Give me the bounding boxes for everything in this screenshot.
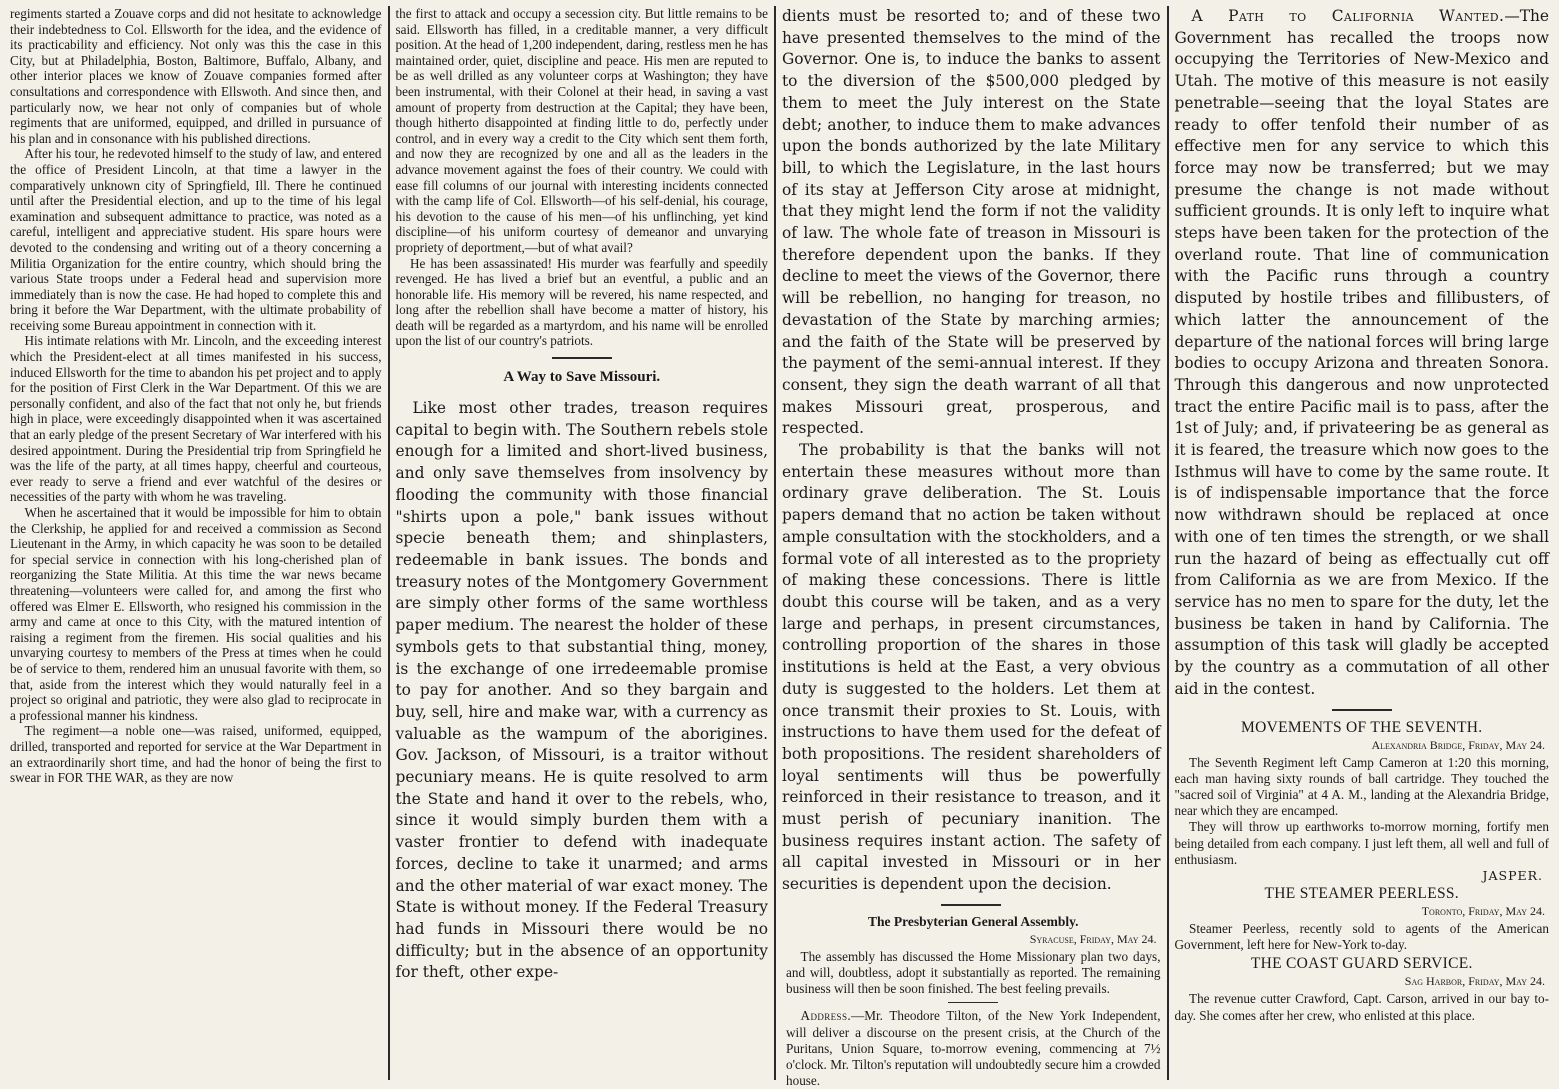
peerless-text: Steamer Peerless, recently sold to agents of the American Government, left here for New-York to-day. [1174, 920, 1549, 953]
seventh-paragraph: They will throw up earthworks to-morrow morning, fortify men being detailed from each company. I just left them, all well and full of enthusiasm. [1174, 819, 1549, 867]
assembly-dateline: Syracuse, Friday, May 24. [1029, 931, 1157, 946]
coast-dateline: Sag Harbor, Friday, May 24. [1404, 974, 1545, 989]
article-paragraph: His intimate relations with Mr. Lincoln, and the exceeding interest which the President-elect at all times manifested in his success, induced Ellsworth for the time to abandon his pet project and to apply for the position of First Clerk in the War Department. Of this we are personally confident, and also of the fact that not only he, but friends high in place, were exceedingly disappointed when it was ascertained that an early pledge of the present Secretary of War interfered with his desired appointment. During the Presidential trip from Springfield he was the life of the party, at all times happy, cheerful and courteous, ever ready to serve a friend and ever watchful of the desires or necessities of the party with whom he was traveling. [10, 333, 382, 505]
peerless-dateline: Toronto, Friday, May 24. [1421, 903, 1545, 918]
assembly-heading: The Presbyterian General Assembly. [868, 913, 1079, 929]
article-paragraph: the first to attack and occupy a secession city. But little remains to be said. Ellsworth has filled, in a creditable manner, a very difficult position. At the head of 1,200 independent, daring, restless men he has maintained order, quiet, discipline and peace. His men are reputed to be as well drilled as any volunteer corps at Washington; they have been instrumental, with their Colonel at their head, in saving a vast amount of property from destruction at the Capital; they have been, though hitherto disappointed at finding little to do, perfectly under control, and in every way a credit to the City which sent them forth, and now they are recognized by one and all as the leaders in the advance movement against the foes of their country. We could with ease fill columns of our journal with interesting incidents connected with the camp life of Col. Ellsworth—of his self-denial, his courage, his devotion to the cause of his men—of his unflinching, yet kind discipline—of his uniform courtesy of demeanor and unvarying propriety of deportment,—but of what avail? [395, 6, 768, 255]
article-paragraph: The probability is that the banks will not entertain these measures without more than ordinary grave deliberation. The St. Louis papers demand that no action be taken without ample consultation with the stockholders, and a formal vote of all interested as to the propriety of making these concessions. There is little doubt this course will be taken, and as a very large and perhaps, in present circumstances, controlling proportion of the shares in those institutions is held at the East, a very obvious duty is suggested to the holders. Let them at once transmit their proxies to St. Louis, with instructions to have them used for the defeat of both propositions. The resident shareholders of loyal sentiments will thus be powerfully reinforced in their resistance to treason, and it must perish of pecuniary inanition. The business requires instant action. The safety of all capital invested in Missouri or in her securities is dependent upon the decision. [782, 441, 1161, 894]
address-text: —Mr. Theodore Tilton, of the New York Independent, will deliver a discourse on the present crisis, at the Church of the Puritans, Union Square, to-morrow evening, commencing at 7½ o'clock. Mr. Tilton's reputation will undoubtedly secure him a crowded house. [786, 1008, 1161, 1089]
column-2 [390, 6, 775, 1080]
seventh-paragraph: The Seventh Regiment left Camp Cameron at 1:20 this morning, each man having sixty rounds of ball cartridge. They touched the "sacred soil of Virginia" at 4 A. M., landing at the Alexandria Bridge, near which they are encamped. [1174, 754, 1549, 819]
coast-heading: THE COAST GUARD SERVICE. [1250, 955, 1473, 973]
column-3 [776, 6, 1167, 1089]
path-text: —The Government has recalled the troops now occupying the Territories of New-Mexico and Utah. The motive of this measure is not easily penetrable—seeing that the loyal States are ready to offer tenfold their number of as effective men for any service to which this force may now be transferred; but we may presume the change is not made without sufficient grounds. It is only left to inquire what steps have been taken for the protection of the overland route. That line of communication with the Pacific runs through a country disputed by hostile tribes and fillibusters, of which latter the announcement of the departure of the national forces will bring large bodies to occupy Arizona and threaten Sonora. Through this dangerous and now unprotected tract the entire Pacific mail is to pass, after the 1st of July; and, if privateering be as general as it is feared, the treasure which now goes to the Isthmus will have to come by the same route. It is of indispensable importance that the force now withdrawn should be replaced at once with one of ten times the strength, or we shall run the hazard of being as effectually cut off from California as we are from Mexico. If the service has no men to spare for the duty, let the business be taken in hand by California. The assumption of this task will gladly be accepted by the country as a commutation of all other aid in the contest. [1174, 7, 1549, 698]
address-leadin: Address. [800, 1008, 852, 1024]
seventh-signature: JASPER. [1482, 867, 1543, 883]
peerless-heading: THE STEAMER PEERLESS. [1264, 884, 1459, 902]
article-paragraph: He has been assassinated! His murder was fearfully and speedily revenged. He has lived a brief but an eventful, a public and an honorable life. His memory will be revered, his name respected, and long after the rebellion shall have become a matter of history, his death will be regarded as a martyrdom, and his name will be enrolled upon the list of our country's patriots. [395, 255, 768, 349]
section-divider [1332, 709, 1392, 711]
article-paragraph: regiments started a Zouave corps and did not hesitate to acknowledge their indebtedness to Col. Ellsworth for the idea, and the evidence of its practicability and efficiency. Not only was this the case in this City, but at Philadelphia, Boston, Baltimore, Buffalo, Albany, and other interior places we know of Zouave companies formed after consultations and correspondence with Ellswoth. And since then, and particularly now, we hear not only of companies but of whole regiments that are uniformed, equipped, and drilled in pursuance of his plan and in consonance with his published directions. [10, 6, 382, 146]
section-divider [552, 357, 612, 359]
section-divider [941, 904, 1001, 906]
path-leadin: A Path to California Wanted. [1191, 7, 1505, 25]
address-paragraph [786, 1008, 1161, 1089]
seventh-dateline: Alexandria Bridge, Friday, May 24. [1371, 737, 1545, 752]
column-1 [4, 6, 388, 1080]
coast-text: The revenue cutter Crawford, Capt. Carson, arrived in our bay to-day. She comes after her crew, who enlisted at this place. [1174, 991, 1549, 1023]
seventh-heading: MOVEMENTS OF THE SEVENTH. [1241, 718, 1483, 736]
article-paragraph: Like most other trades, treason requires capital to begin with. The Southern rebels stole enough for a limited and short-lived business, and only save themselves from insolvency by flooding the community with those financial "shirts upon a pole," bank issues without specie beneath them; and shinplasters, redeemable in bank issues. The bonds and treasury notes of the Montgomery Government are simply other forms of the same worthless paper medium. The nearest the holder of these symbols gets to that substantial thing, money, is the exchange of one irredeemable promise to pay for another. And so they bargain and buy, sell, hire and make war, with a currency as valuable as the wampum of the aborigines. Gov. Jackson, of Missouri, is a traitor without pecuniary means. He is quite resolved to arm the State and hand it over to the rebels, who, since it would simply burden them with a vaster frontier to defend with inadequate forces, decline to take it unarmed; and arms and the other material of war exact money. The State is without money. If the Federal Treasury had funds in Missouri there would be no difficulty; but in the absence of an opportunity for theft, other expe- [395, 399, 768, 982]
article-paragraph: dients must be resorted to; and of these two have presented themselves to the mind of the Governor. One is, to induce the banks to assent to the diversion of the $500,000 pledged by them to meet the July interest on the State debt; another, to induce them to make advances upon the bonds authorized by the late Military bill, to which the Legislature, in the last hours of its stay at Jefferson City arose at midnight, that they might lend the form if not the validity of law. The whole fate of treason in Missouri is therefore dependent upon the banks. If they decline to meet the views of the Governor, there will be rebellion, no hanging for treason, no devastation of the State by marching armies; and the faith of the State will be preserved by the payment of the semi-annual interest. If they consent, they sign the death warrant of all that makes Missouri great, prosperous, and respected. [782, 7, 1161, 438]
article-paragraph: After his tour, he redevoted himself to the study of law, and entered the office of President Lincoln, at that time a lawyer in the comparatively unknown city of Springfield, Ill. There he continued until after the Presidential election, and up to the time of his legal examination and subsequent admittance to practice, was noted as a careful, intelligent and appreciative student. His spare hours were devoted to the condensing and writing out of a theory concerning a Militia Organization for the entire country, which should bring the various State troops under a Federal head and supervision more immediately than is now the case. He had hoped to complete this and bring it before the War Department, with the ultimate probability of receiving some Bureau appointment in connection with it. [10, 146, 382, 333]
article-heading: A Way to Save Missouri. [503, 369, 661, 386]
path-paragraph [1175, 6, 1550, 701]
column-4 [1169, 6, 1556, 1080]
article-paragraph: When he ascertained that it would be impossible for him to obtain the Clerkship, he applied for and received a commission as Second Lieutenant in the Army, in which capacity he was soon to be detailed for special service in connection with his long-cherished plan of reorganizing the State Militia. At this time the war news became threatening—volunteers were called for, and among the first who offered was Elmer E. Ellsworth, who resigned his commission in the army and came at once to this City, with the matured intention of raising a regiment from the firemen. His social qualities and his unvarying courtesy to members of the Press at times when he could be of service to them, rendered him an unusual favorite with them, so that, aside from the interest which they would naturally feel in a project so original and patriotic, they were also glad to reciprocate in a professional manner his kindness. [10, 505, 382, 723]
section-divider [948, 1002, 998, 1003]
assembly-text: The assembly has discussed the Home Missionary plan two days, and will, doubtless, adopt it substantially as reported. The remaining business will then be soon finished. The best feeling prevails. [786, 948, 1161, 997]
article-paragraph: The regiment—a noble one—was raised, uniformed, equipped, drilled, transported and reported for service at the War Department in an extraordinarily short time, and had the honor of being the first to swear in FOR THE WAR, as they are now [10, 723, 382, 786]
